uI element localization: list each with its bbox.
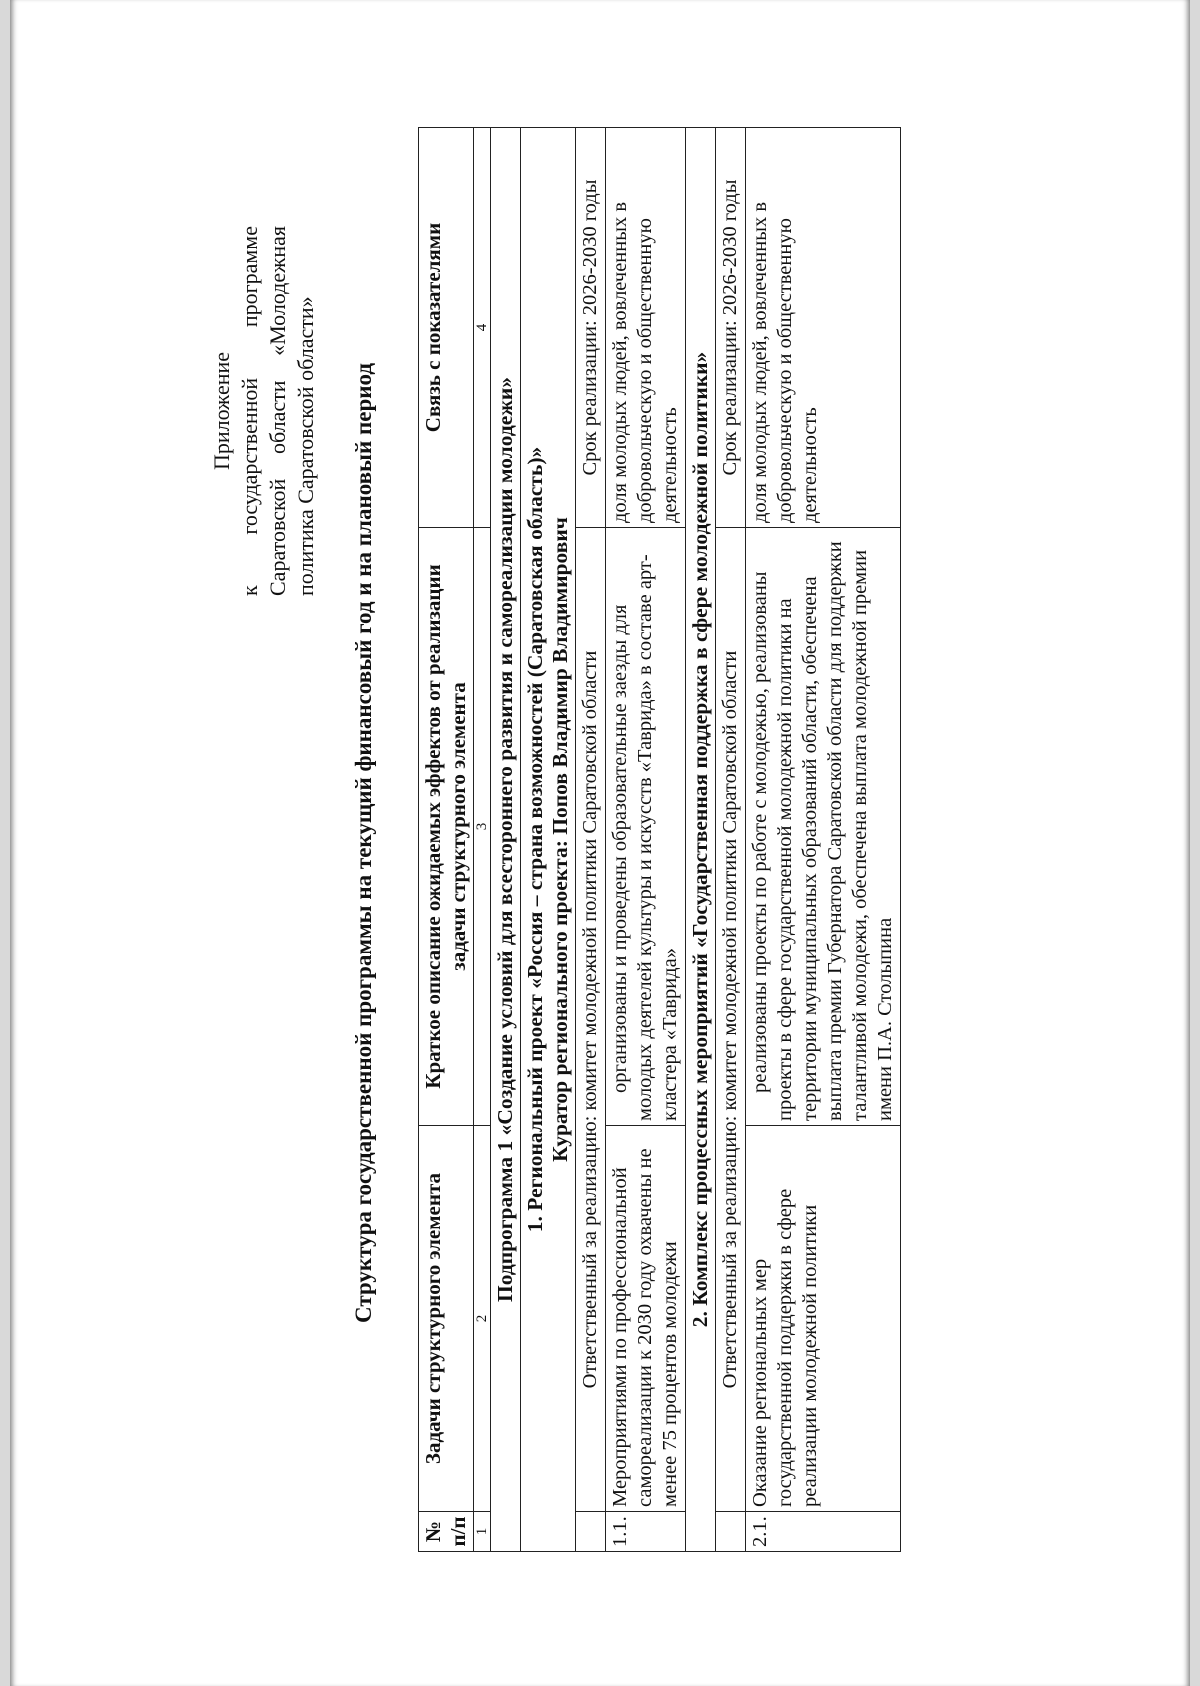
row-effect: реализованы проекты по работе с молодежью, реализованы проекты в сфере государственной молодежной политики на территории муниципальных образований области, обеспечена выплата премии Губернатора Саратовской области для поддержки талантливой молодежи, обеспечена выплата молодежной премии имени П.А. Столыпина xyxy=(746,528,901,1126)
table-header-row xyxy=(419,128,474,1552)
col-number-3: 3 xyxy=(474,528,491,1126)
col-number-2: 2 xyxy=(474,1126,491,1512)
project1-term: Срок реализации: 2026-2030 годы xyxy=(576,128,606,528)
subprogram-row xyxy=(491,128,521,1552)
appendix-text: к государственной программе Саратовской области «Молодежная политика Саратовской области» xyxy=(237,226,318,596)
project1-responsible-row xyxy=(576,128,606,1552)
subprogram-title: Подпрограмма 1 «Создание условий для всестороннего развития и самореализации молодежи» xyxy=(491,128,521,1552)
appendix-block xyxy=(208,226,320,596)
project1-responsible: Ответственный за реализацию: комитет молодежной политики Саратовской области xyxy=(576,528,606,1512)
table-row xyxy=(606,128,686,1552)
document-page xyxy=(10,0,1190,1686)
project1-curator: Куратор регионального проекта: Попов Владимир Владимирович xyxy=(548,517,572,1162)
column-number-row xyxy=(474,128,491,1552)
header-tasks: Задачи структурного элемента xyxy=(419,1126,474,1512)
col-number-1: 1 xyxy=(474,1512,491,1552)
row-task: Оказание региональных мер государственной поддержки в сфере реализации молодежной политики xyxy=(746,1126,901,1512)
rotated-content xyxy=(10,0,1190,1686)
empty-cell xyxy=(716,1512,746,1552)
col-number-4: 4 xyxy=(474,128,491,528)
document-title: Структура государственной программы на текущий финансовый год и на плановый период xyxy=(351,363,376,1323)
complex2-title: 2. Комплекс процессных мероприятий «Государственная поддержка в сфере молодежной политики» xyxy=(686,128,716,1552)
row-task: Мероприятиями по профессиональной самореализации к 2030 году охвачены не менее 75 процентов молодежи xyxy=(606,1126,686,1512)
project1-row xyxy=(521,128,576,1552)
structure-table xyxy=(418,127,901,1552)
row-indicator: доля молодых людей, вовлеченных в добровольческую и общественную деятельность xyxy=(606,128,686,528)
complex2-responsible: Ответственный за реализацию: комитет молодежной политики Саратовской области xyxy=(716,528,746,1512)
empty-cell xyxy=(576,1512,606,1552)
header-effects: Краткое описание ожидаемых эффектов от реализации задачи структурного элемента xyxy=(419,528,474,1126)
project1-title: 1. Региональный проект «Россия – страна возможностей (Саратовская область)» xyxy=(523,446,547,1233)
appendix-heading: Приложение xyxy=(209,351,234,471)
header-indicators: Связь с показателями xyxy=(419,128,474,528)
row-effect: организованы и проведены образовательные заезды для молодых деятелей культуры и искусств «Таврида» в составе арт-кластера «Таврида» xyxy=(606,528,686,1126)
header-number: № п/п xyxy=(419,1512,474,1552)
table-row xyxy=(746,128,901,1552)
row-number: 1.1. xyxy=(606,1512,686,1552)
complex2-responsible-row xyxy=(716,128,746,1552)
complex2-row xyxy=(686,128,716,1552)
complex2-term: Срок реализации: 2026-2030 годы xyxy=(716,128,746,528)
project1-heading xyxy=(521,128,576,1552)
row-number: 2.1. xyxy=(746,1512,901,1552)
row-indicator: доля молодых людей, вовлеченных в добровольческую и общественную деятельность xyxy=(746,128,901,528)
